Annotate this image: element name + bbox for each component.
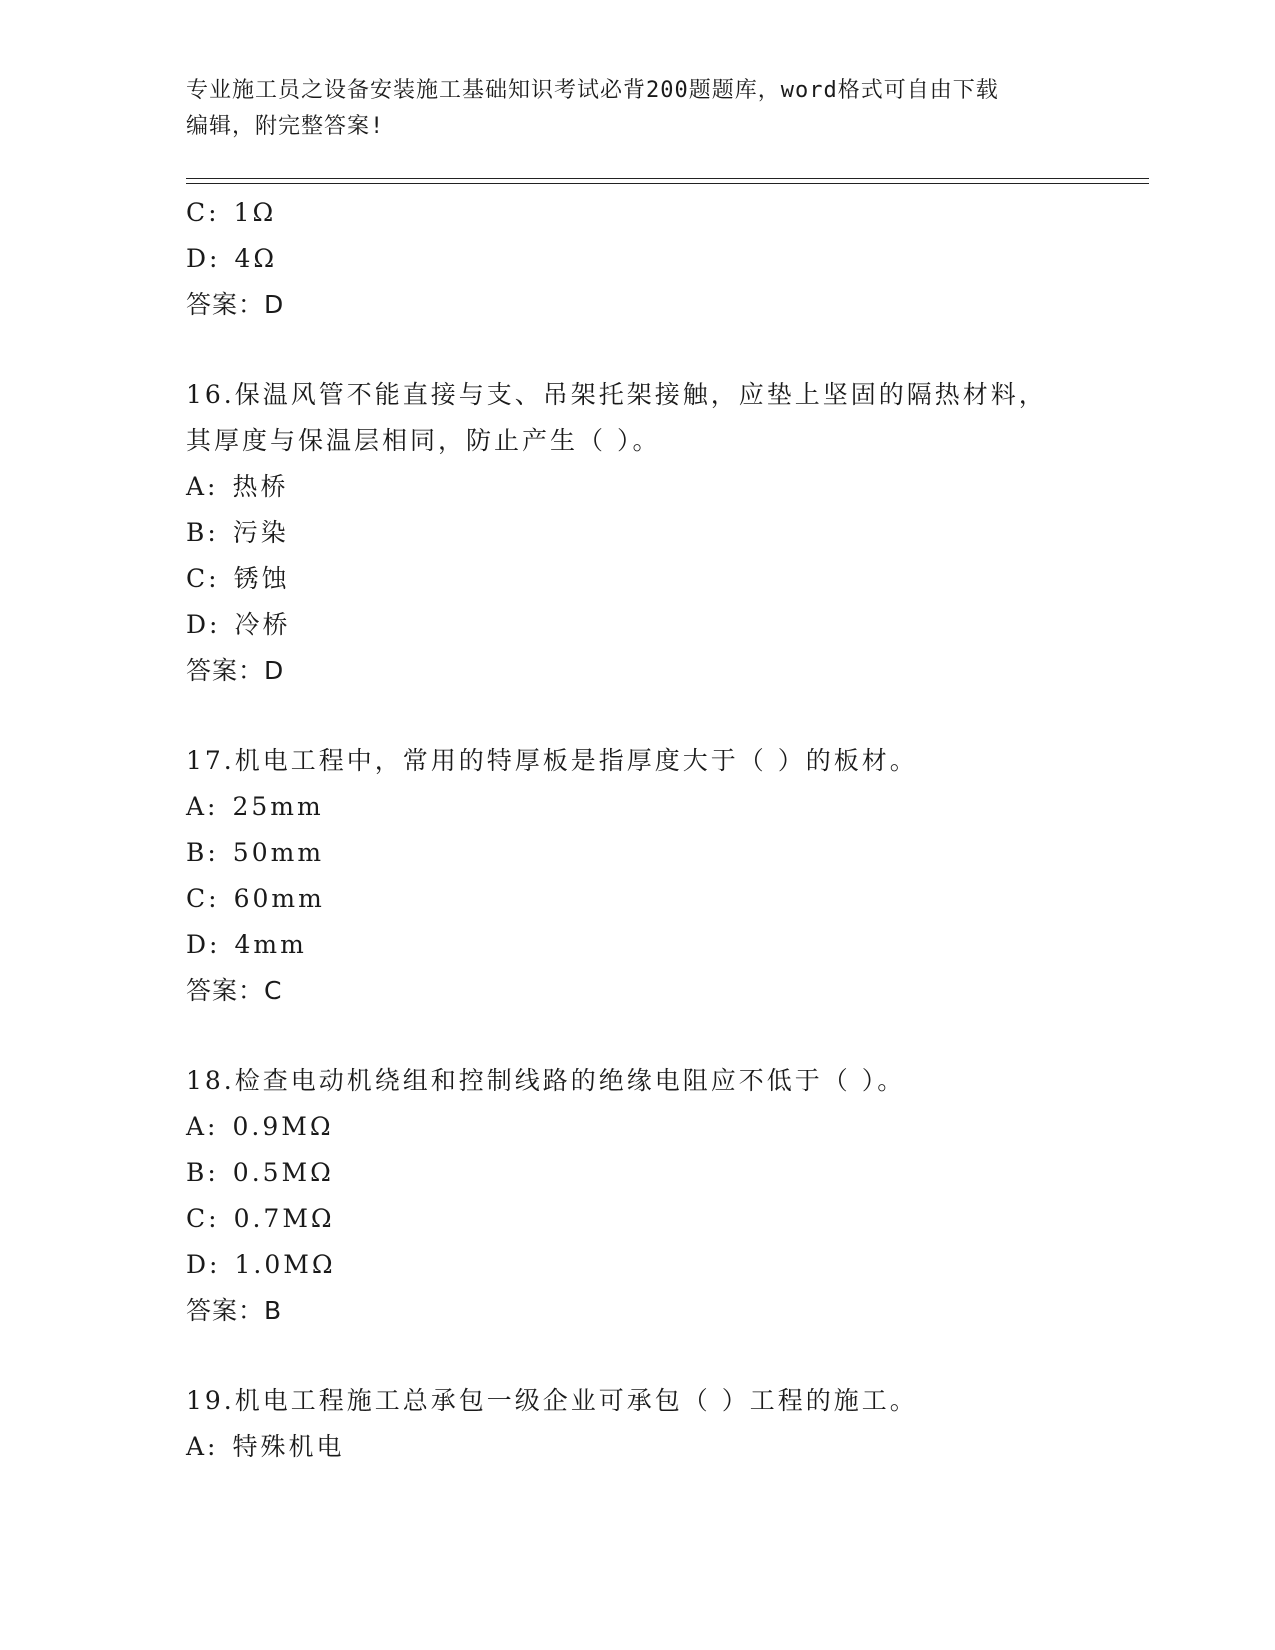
option-a: A: 热桥 [186, 472, 289, 501]
question-stem: 其厚度与保温层相同，防止产生（ ）。 [186, 426, 661, 455]
option-d: D: 4Ω [186, 244, 278, 273]
answer-line: 答案：D [186, 656, 285, 685]
option-c: C: 0.7MΩ [186, 1204, 335, 1233]
question-stem: 19.机电工程施工总承包一级企业可承包（ ）工程的施工。 [186, 1386, 918, 1415]
header-title-line1: 专业施工员之设备安装施工基础知识考试必背200题题库，word格式可自由下载 [186, 78, 999, 103]
option-d: D: 1.0MΩ [186, 1250, 336, 1279]
header-divider-bottom [186, 183, 1149, 184]
option-d: D: 冷桥 [186, 610, 291, 639]
question-18 [186, 1058, 1146, 1334]
option-c: C: 1Ω [186, 198, 277, 227]
option-b: B: 50mm [186, 838, 325, 867]
option-a: A: 0.9MΩ [186, 1112, 334, 1141]
answer-line: 答案：B [186, 1296, 283, 1325]
question-16 [186, 372, 1146, 694]
question-17 [186, 738, 1146, 1014]
question-list [186, 190, 1146, 1470]
question-stem: 16.保温风管不能直接与支、吊架托架接触，应垫上坚固的隔热材料， [186, 380, 1047, 409]
answer-line: 答案：D [186, 290, 285, 319]
option-d: D: 4mm [186, 930, 307, 959]
option-b: B: 污染 [186, 518, 289, 547]
question-15-remainder [186, 190, 1146, 328]
question-stem: 17.机电工程中，常用的特厚板是指厚度大于（ ）的板材。 [186, 746, 918, 775]
option-a: A: 25mm [186, 792, 324, 821]
page-header [186, 73, 1086, 145]
option-c: C: 锈蚀 [186, 564, 290, 593]
option-c: C: 60mm [186, 884, 325, 913]
option-a: A: 特殊机电 [186, 1432, 345, 1461]
header-title-line2: 编辑，附完整答案! [186, 114, 385, 139]
header-divider-top [186, 178, 1149, 179]
question-stem: 18.检查电动机绕组和控制线路的绝缘电阻应不低于（ ）。 [186, 1066, 906, 1095]
option-b: B: 0.5MΩ [186, 1158, 334, 1187]
answer-line: 答案：C [186, 976, 283, 1005]
question-19 [186, 1378, 1146, 1470]
